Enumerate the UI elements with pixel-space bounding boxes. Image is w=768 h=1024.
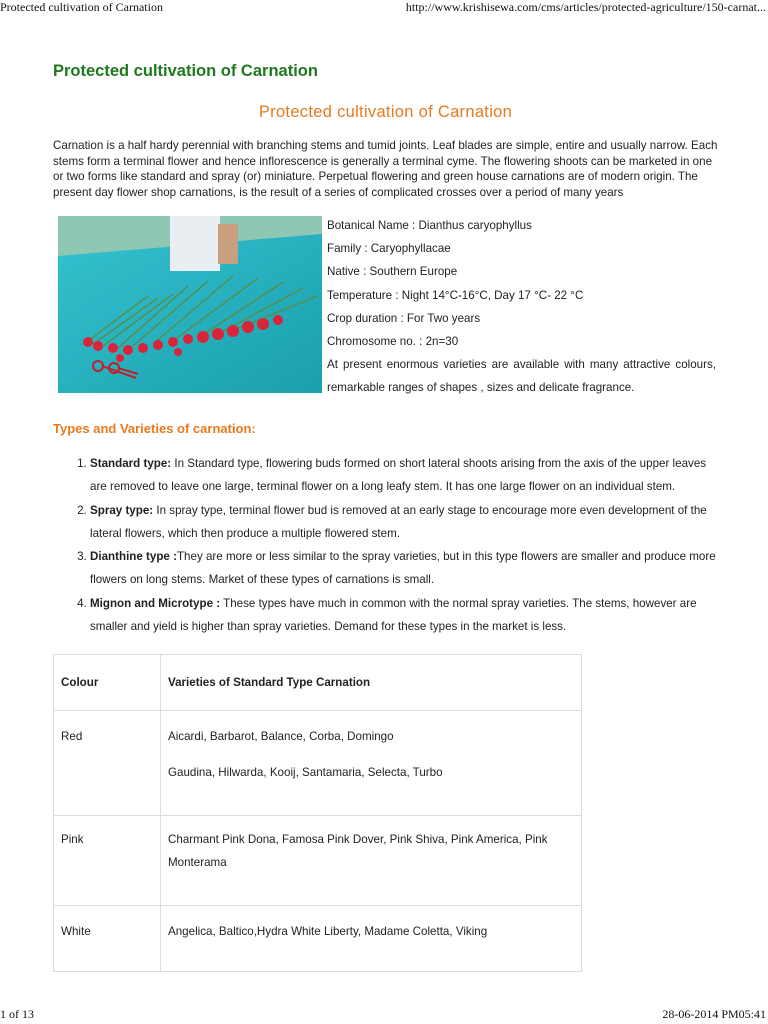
colour-label: Pink (61, 833, 84, 847)
carnation-photo (58, 216, 322, 393)
table-cell-varieties (161, 816, 582, 906)
table-cell-varieties (161, 711, 582, 816)
print-header-title: Protected cultivation of Carnation (0, 0, 163, 14)
table-row (54, 711, 582, 816)
article-title: Protected cultivation of Carnation (258, 103, 513, 121)
table-cell-colour (54, 816, 161, 906)
type-text: These types have much in common with the normal spray varieties. The stems, however are smaller and yield is higher than spray varieties. Demand for these types in the market is less. (90, 596, 697, 634)
table-header-varieties: Varieties of Standard Type Carnation (161, 655, 582, 711)
table-header-row (54, 655, 582, 711)
page-number: 1 of 13 (0, 1007, 34, 1021)
type-title: Standard type: (90, 457, 172, 470)
table-cell-colour (54, 906, 161, 972)
type-text: In spray type, terminal flower bud is removed at an early stage to encourage more even development of the lateral flowers, which then produce a multiple flowered stem. (90, 503, 707, 540)
figure-row (53, 214, 718, 394)
fact-temperature: Temperature : Night 14°C-16°C, Day 17 °C- 22 °C (327, 288, 584, 302)
varieties-line: Aicardi, Barbarot, Balance, Corba, Domingo (168, 730, 394, 744)
varieties-line: Angelica, Baltico,Hydra White Liberty, Madame Coletta, Viking (168, 925, 488, 939)
site-title-link[interactable]: Protected cultivation of Carnation (53, 62, 318, 80)
article-content (53, 58, 718, 972)
list-item (90, 545, 718, 592)
print-date: 28-06-2014 PM05:41 (662, 1007, 766, 1021)
table-row (54, 906, 582, 972)
print-footer (0, 1007, 768, 1023)
list-item (90, 592, 718, 639)
fact-family: Family : Caryophyllacae (327, 242, 451, 256)
print-header (0, 0, 768, 14)
table-row (54, 816, 582, 906)
fact-botanical-name: Botanical Name : Dianthus caryophyllus (327, 219, 532, 232)
type-text: They are more or less similar to the spray varieties, but in this type flowers are smaller and produce more flowers on long stems. Market of these types of carnations is small. (90, 550, 716, 587)
table-header-colour: Colour (54, 655, 161, 711)
intro-paragraph: Carnation is a half hardy perennial with branching stems and tumid joints. Leaf blades are simple, entire and usually narrow. Each stems form a terminal flower and hence inflorescence is generally a terminal cyme. The flowering shoots can be marketed in one or two forms like standard and spray (or) miniature. Perpetual flowering and green house carnations are of modern origin. The present day flower shop carnations, is the result of a series of complicated crosses over a period of many years (53, 139, 718, 199)
fact-chromosome: Chromosome no. : 2n=30 (327, 335, 459, 349)
type-title: Spray type: (90, 503, 154, 517)
fact-crop-duration: Crop duration : For Two years (327, 311, 481, 325)
type-title: Mignon and Microtype : (90, 596, 221, 610)
type-text: In Standard type, flowering buds formed on short lateral shoots arising from the axis of the upper leaves are removed to leave one large, terminal flower on a long leafy stem. It has one large flower on an individual stem. (90, 457, 707, 494)
list-item (90, 452, 718, 499)
table-cell-colour (54, 711, 161, 816)
list-item (90, 499, 718, 546)
types-heading: Types and Varieties of carnation: (53, 421, 256, 436)
facts-panel (327, 214, 716, 400)
carnation-photo-image (58, 216, 322, 393)
types-list (53, 452, 718, 638)
facts-paragraph: At present enormous varieties are available with many attractive colours, remarkable ranges of shapes , sizes and delicate fragrance. (327, 358, 716, 395)
print-header-url: http://www.krishisewa.com/cms/articles/protected-agriculture/150-carnat... (405, 0, 766, 14)
colour-label: Red (61, 730, 83, 744)
varieties-line: Gaudina, Hilwarda, Kooij, Santamaria, Selecta, Turbo (168, 766, 443, 780)
varieties-table (53, 654, 582, 972)
fact-native: Native : Southern Europe (327, 265, 458, 279)
table-cell-varieties (161, 906, 582, 972)
colour-label: White (61, 925, 91, 939)
varieties-line: Charmant Pink Dona, Famosa Pink Dover, Pink Shiva, Pink America, Pink Monterama (168, 833, 548, 870)
type-title: Dianthine type : (90, 550, 177, 564)
